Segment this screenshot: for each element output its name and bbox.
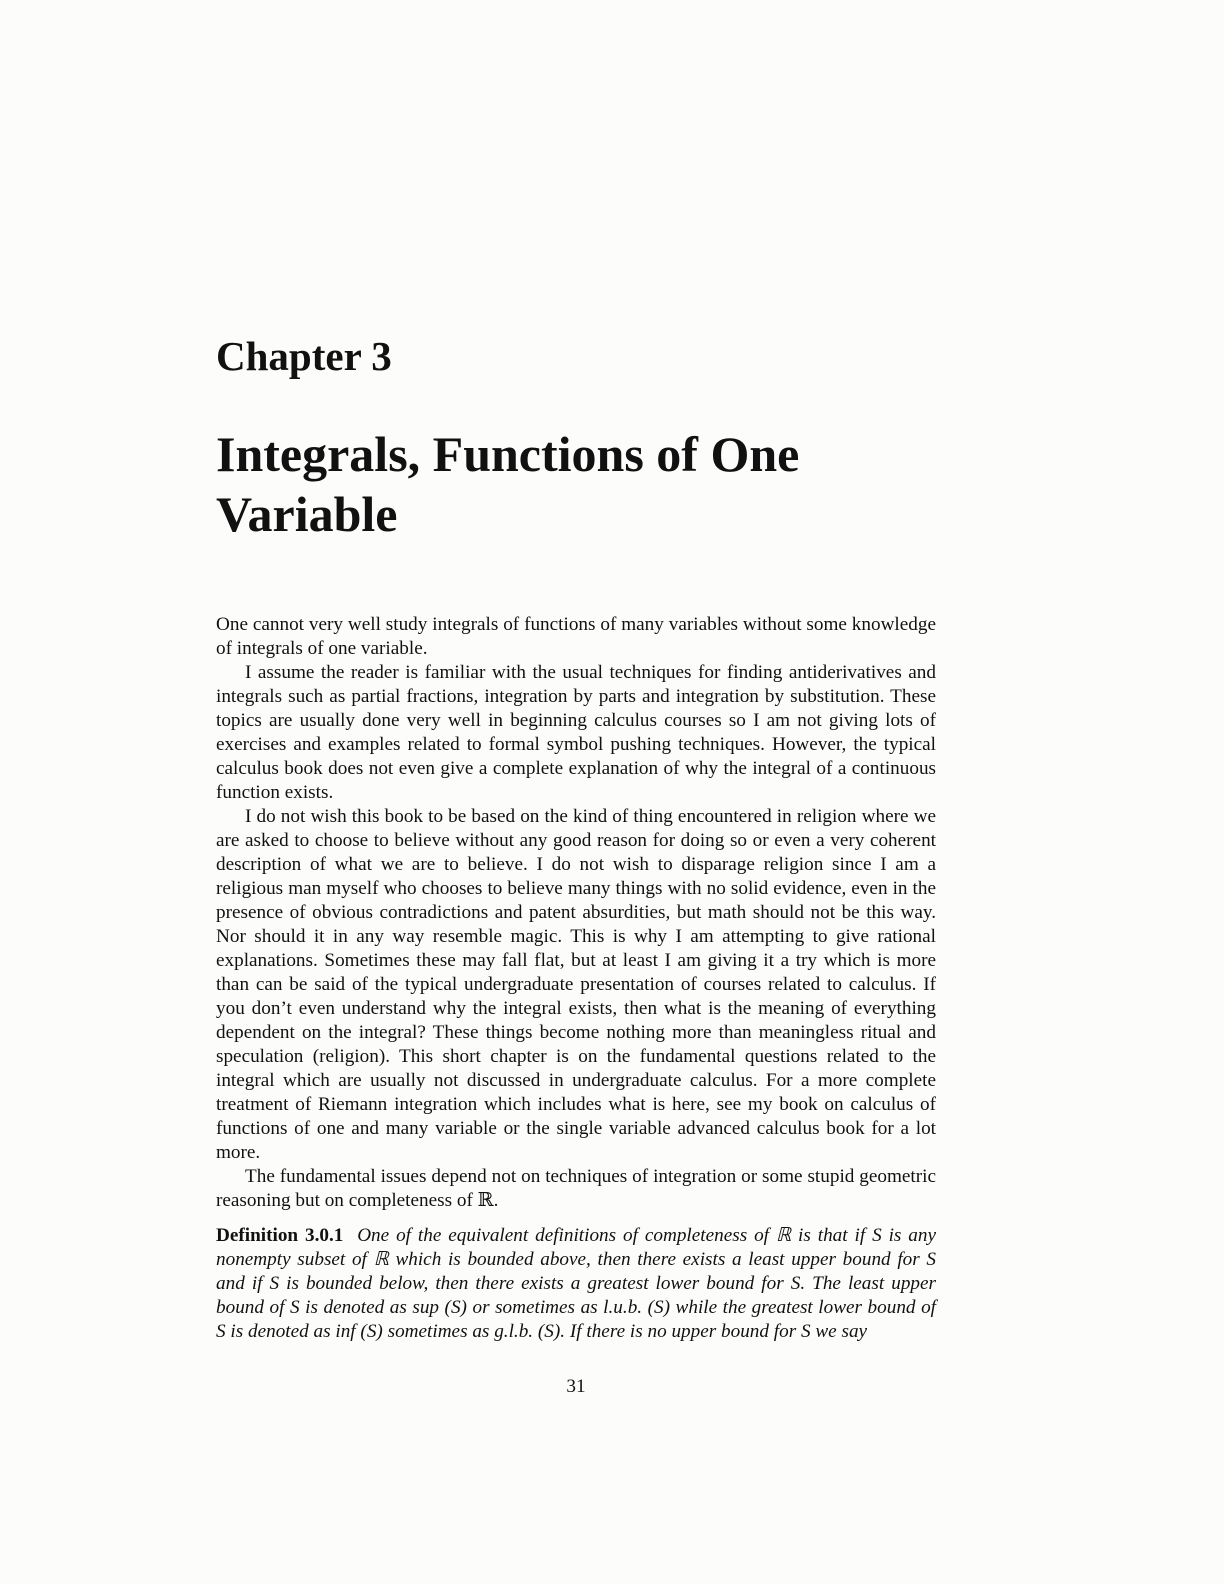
- page-number: 31: [566, 1376, 586, 1397]
- chapter-body: [216, 613, 936, 1213]
- body-paragraph-4: The fundamental issues depend not on techniques of integration or some stupid geometric reasoning but on completeness of ℝ.: [216, 1166, 936, 1211]
- body-paragraph-1: One cannot very well study integrals of functions of many variables without some knowledge of integrals of one variable.: [216, 614, 936, 659]
- body-paragraph-2: I assume the reader is familiar with the usual techniques for finding antiderivatives and integrals such as partial fractions, integration by parts and integration by substitution. These topics are usually done very well in beginning calculus courses so I am not giving lots of exercises and examples related to formal symbol pushing techniques. However, the typical calculus book does not even give a complete explanation of why the integral of a continuous function exists.: [216, 662, 936, 803]
- body-paragraph-3: I do not wish this book to be based on the kind of thing encountered in religion where we are asked to choose to believe without any good reason for doing so or even a very coherent description of what we are to believe. I do not wish to disparage religion since I am a religious man myself who chooses to believe many things with no solid evidence, even in the presence of obvious contradictions and patent absurdities, but math should not be this way. Nor should it in any way resemble magic. This is why I am attempting to give rational explanations. Sometimes these may fall flat, but at least I am giving it a try which is more than can be said of the typical undergraduate presentation of courses related to calculus. If you don’t even understand why the integral exists, then what is the meaning of everything dependent on the integral? These things become nothing more than meaningless ritual and speculation (religion). This short chapter is on the fundamental questions related to the integral which are usually not discussed in undergraduate calculus. For a more complete treatment of Riemann integration which includes what is here, see my book on calculus of functions of one and many variable or the single variable advanced calculus book for a lot more.: [216, 806, 936, 1163]
- definition-label: Definition 3.0.1: [216, 1225, 344, 1246]
- definition-text: One of the equivalent definitions of completeness of ℝ is that if S is any nonempty subset of ℝ which is bounded above, then there exists a least upper bound for S and if S is bounded below, then there exists a greatest lower bound for S. The least upper bound of S is denoted as sup (S) or sometimes as l.u.b. (S) while the greatest lower bound of S is denoted as inf (S) sometimes as g.l.b. (S). If there is no upper bound for S we say: [216, 1225, 936, 1342]
- definition-block: [216, 1224, 936, 1344]
- chapter-title: Integrals, Functions of One Variable: [216, 426, 800, 542]
- chapter-label: Chapter 3: [216, 333, 392, 379]
